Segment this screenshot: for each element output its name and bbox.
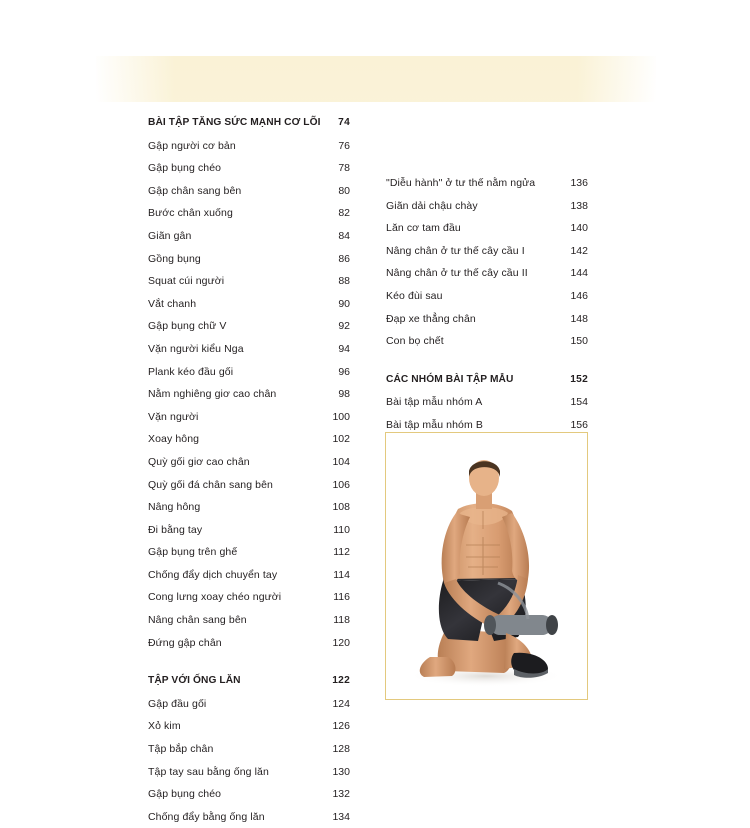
toc-section-heading[interactable]	[148, 112, 350, 135]
toc-entry-label: Gập người cơ bản	[148, 139, 236, 152]
toc-entry[interactable]	[148, 248, 350, 271]
toc-entry-page-number: 156	[570, 418, 588, 431]
toc-entry[interactable]	[148, 202, 350, 225]
toc-entry-label: Bước chân xuống	[148, 207, 233, 220]
toc-entry-label: Tập tay sau bằng ống lăn	[148, 765, 269, 778]
toc-section-heading[interactable]	[148, 670, 350, 693]
toc-entry[interactable]	[148, 761, 350, 784]
toc-entry[interactable]	[148, 738, 350, 761]
toc-entry-page-number: 136	[570, 177, 588, 189]
toc-entry-label: Đứng gập chân	[148, 636, 222, 649]
toc-entry[interactable]	[386, 217, 588, 240]
toc-section-heading[interactable]	[386, 369, 588, 392]
toc-entry-page-number: 100	[332, 410, 350, 423]
toc-entry-label: Nâng chân ở tư thế cây cầu II	[386, 267, 528, 280]
toc-entry-label: Giãn gân	[148, 229, 192, 242]
toc-entry-page-number: 154	[570, 396, 588, 409]
toc-entry-label: Squat cúi người	[148, 275, 225, 288]
toc-entry[interactable]	[386, 172, 588, 195]
toc-entry[interactable]	[148, 428, 350, 451]
toc-entry[interactable]	[148, 406, 350, 429]
toc-entry-label: Gập bụng chéo	[148, 162, 222, 175]
toc-entry-label: Nâng hông	[148, 501, 201, 514]
toc-entry-label: Nằm nghiêng giơ cao chân	[148, 388, 277, 401]
toc-entry-label: Quỳ gối giơ cao chân	[148, 455, 250, 468]
toc-entry[interactable]	[148, 693, 350, 716]
toc-entry-label: Gồng bụng	[148, 252, 201, 265]
toc-column-left	[148, 112, 350, 828]
toc-entry-label: Kéo đùi sau	[386, 289, 443, 302]
toc-entry-label: Gập bụng chéo	[148, 788, 222, 801]
toc-entry-label: "Diễu hành" ở tư thế nằm ngửa	[386, 177, 536, 189]
toc-entry-label: Gập bụng chữ V	[148, 320, 227, 333]
toc-entry-label: Nâng chân ở tư thế cây cầu I	[386, 244, 525, 257]
toc-entry[interactable]	[148, 632, 350, 655]
toc-entry-page-number: 90	[338, 297, 350, 310]
toc-entry[interactable]	[386, 195, 588, 218]
toc-entry-page-number: 88	[338, 275, 350, 288]
decorative-top-band-gradient	[96, 56, 656, 102]
toc-entry-label: Plank kéo đầu gối	[148, 365, 234, 378]
toc-entry[interactable]	[148, 338, 350, 361]
toc-entry-page-number: 82	[338, 207, 350, 220]
toc-spacer	[386, 353, 588, 369]
toc-entry-label: Gập bụng trên ghế	[148, 546, 238, 559]
toc-column-right	[386, 172, 588, 459]
toc-entry[interactable]	[148, 135, 350, 158]
toc-entry-label: CÁC NHÓM BÀI TẬP MẪU	[386, 373, 514, 385]
toc-entry-page-number: 74	[338, 117, 350, 128]
toc-entry-page-number: 138	[570, 199, 588, 212]
toc-entry-page-number: 86	[338, 252, 350, 265]
toc-entry-page-number: 144	[570, 267, 588, 280]
toc-entry-page-number: 84	[338, 229, 350, 242]
toc-entry-label: Xỏ kim	[148, 720, 181, 733]
toc-entry[interactable]	[148, 715, 350, 738]
toc-entry-page-number: 128	[332, 743, 350, 756]
toc-entry-label: Chống đẩy dịch chuyển tay	[148, 568, 278, 581]
toc-entry[interactable]	[148, 783, 350, 806]
toc-entry-page-number: 106	[332, 478, 350, 491]
toc-entry[interactable]	[148, 586, 350, 609]
toc-entry[interactable]	[386, 308, 588, 331]
toc-entry-page-number: 120	[332, 636, 350, 649]
toc-entry-label: Đạp xe thẳng chân	[386, 312, 476, 325]
toc-entry-page-number: 102	[332, 433, 350, 446]
toc-entry-page-number: 76	[338, 139, 350, 152]
toc-entry-label: Vặn người	[148, 410, 199, 423]
toc-entry-page-number: 130	[332, 765, 350, 778]
toc-entry[interactable]	[386, 285, 588, 308]
toc-entry[interactable]	[148, 609, 350, 632]
photo-frame	[385, 432, 588, 700]
toc-entry-page-number: 152	[570, 373, 588, 385]
toc-entry-page-number: 112	[333, 546, 350, 559]
toc-entry-label: Nâng chân sang bên	[148, 614, 247, 627]
toc-entry-label: Vắt chanh	[148, 297, 197, 310]
toc-entry[interactable]	[148, 564, 350, 587]
toc-entry-page-number: 96	[338, 365, 350, 378]
toc-entry[interactable]	[148, 361, 350, 384]
toc-entry-label: Gập đầu gối	[148, 697, 207, 710]
toc-entry-label: BÀI TẬP TĂNG SỨC MẠNH CƠ LÕI	[148, 117, 321, 128]
photo-image	[386, 433, 587, 699]
toc-entry-label: Bài tập mẫu nhóm B	[386, 418, 483, 431]
toc-entry[interactable]	[148, 496, 350, 519]
toc-entry[interactable]	[386, 262, 588, 285]
toc-entry[interactable]	[148, 806, 350, 828]
toc-entry[interactable]	[148, 270, 350, 293]
kneeling-man-figure	[386, 433, 587, 699]
toc-entry-page-number: 146	[570, 289, 588, 302]
toc-entry[interactable]	[148, 383, 350, 406]
toc-entry-page-number: 114	[333, 568, 350, 581]
toc-entry-label: Lăn cơ tam đầu	[386, 222, 461, 235]
toc-entry[interactable]	[148, 451, 350, 474]
toc-entry-label: Cong lưng xoay chéo người	[148, 591, 282, 604]
toc-entry-label: Bài tập mẫu nhóm A	[386, 396, 483, 409]
toc-entry-label: Đi bằng tay	[148, 523, 203, 536]
toc-entry-page-number: 132	[332, 788, 350, 801]
toc-entry-label: Con bọ chết	[386, 335, 444, 348]
toc-entry-page-number: 126	[332, 720, 350, 733]
toc-entry-page-number: 124	[332, 697, 350, 710]
toc-entry-page-number: 142	[570, 244, 588, 257]
toc-spacer	[148, 654, 350, 670]
toc-entry[interactable]	[148, 519, 350, 542]
toc-entry-label: Quỳ gối đá chân sang bên	[148, 478, 273, 491]
toc-entry[interactable]	[148, 180, 350, 203]
toc-entry-label: Chống đẩy bằng ống lăn	[148, 810, 265, 823]
toc-entry-page-number: 110	[333, 523, 350, 536]
toc-entry-label: Gập chân sang bên	[148, 184, 242, 197]
toc-entry-page-number: 80	[338, 184, 350, 197]
toc-entry-page-number: 92	[338, 320, 350, 333]
toc-entry[interactable]	[386, 391, 588, 414]
toc-entry-page-number: 94	[338, 342, 350, 355]
toc-entry-page-number: 78	[338, 162, 350, 175]
toc-entry-page-number: 98	[338, 388, 350, 401]
toc-entry[interactable]	[386, 240, 588, 263]
toc-entry-page-number: 122	[332, 675, 350, 687]
toc-entry[interactable]	[148, 157, 350, 180]
toc-entry-page-number: 134	[332, 810, 350, 823]
toc-entry[interactable]	[148, 315, 350, 338]
toc-entry[interactable]	[148, 225, 350, 248]
figure-illustration	[386, 433, 587, 699]
toc-entry[interactable]	[148, 293, 350, 316]
toc-entry-label: Giãn dải chậu chày	[386, 199, 478, 212]
toc-entry[interactable]	[148, 474, 350, 497]
toc-entry-label: Xoay hông	[148, 433, 200, 446]
toc-entry-page-number: 118	[333, 614, 350, 627]
toc-entry[interactable]	[386, 330, 588, 353]
toc-entry-page-number: 104	[332, 455, 350, 468]
toc-entry-page-number: 140	[570, 222, 588, 235]
toc-entry-page-number: 116	[333, 591, 350, 604]
toc-entry-label: Vặn người kiểu Nga	[148, 342, 244, 355]
toc-entry[interactable]	[148, 541, 350, 564]
toc-entry-label: TẬP VỚI ỐNG LĂN	[148, 675, 241, 687]
toc-entry-label: Tập bắp chân	[148, 743, 214, 756]
toc-entry-page-number: 150	[570, 335, 588, 348]
toc-entry-page-number: 108	[332, 501, 350, 514]
toc-entry-page-number: 148	[570, 312, 588, 325]
